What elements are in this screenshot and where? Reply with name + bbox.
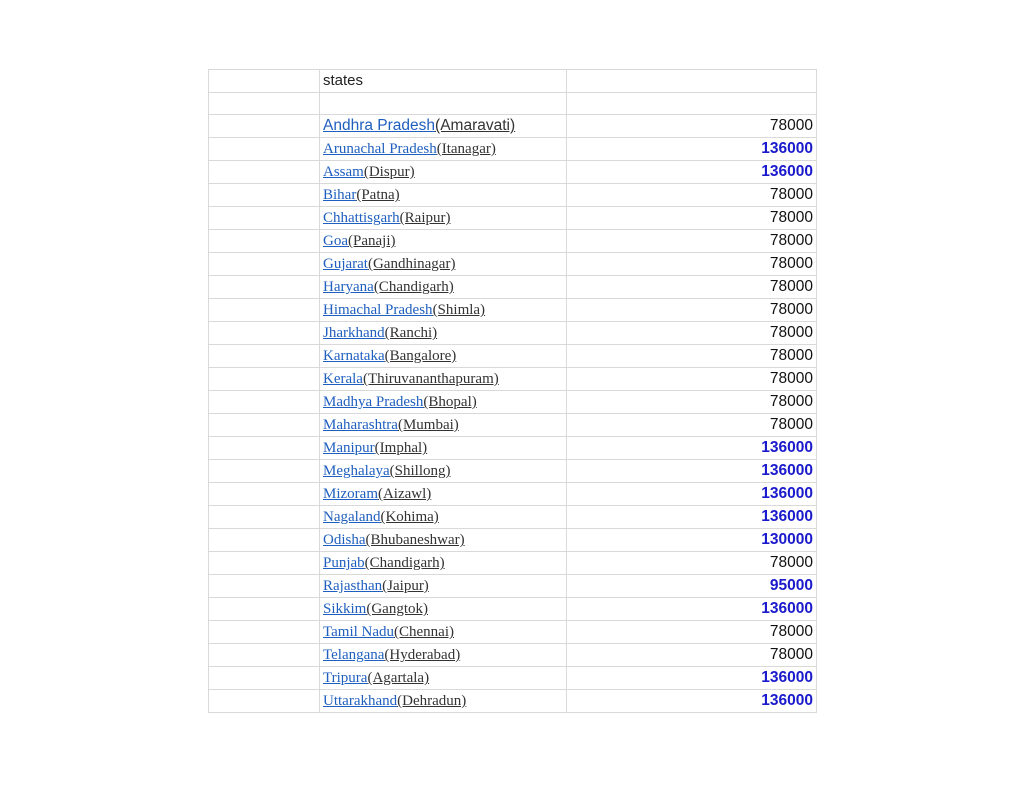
header-title: states [320,70,567,93]
empty-cell [209,667,320,690]
capital-text: (Gangtok) [366,601,429,618]
state-name-cell [320,115,567,138]
state-link[interactable]: Tripura [323,670,368,687]
capital-text: (Dehradun) [397,693,467,710]
state-name-cell [320,368,567,391]
state-name-cell [320,506,567,529]
state-name-cell [320,184,567,207]
empty-cell [209,460,320,483]
empty-cell [209,437,320,460]
empty-cell [209,93,320,115]
state-link[interactable]: Manipur [323,440,375,457]
capital-text: (Jaipur) [382,578,429,595]
capital-text: (Raipur) [399,210,451,227]
capital-text: (Dispur) [363,164,415,181]
value-cell: 130000 [567,529,817,552]
table-row [209,483,817,506]
empty-cell [209,184,320,207]
value-cell: 136000 [567,437,817,460]
state-name-cell [320,598,567,621]
value-cell: 78000 [567,345,817,368]
capital-text: (Bhopal) [423,394,477,411]
empty-cell [209,506,320,529]
empty-cell [209,644,320,667]
state-name-cell [320,161,567,184]
capital-text: (Imphal) [374,440,428,457]
value-cell: 78000 [567,621,817,644]
capital-text: (Chandigarh) [364,555,445,572]
state-link[interactable]: Telangana [323,647,385,664]
state-link[interactable]: Rajasthan [323,578,383,595]
empty-cell [209,414,320,437]
state-name-cell [320,437,567,460]
table-body [209,70,817,713]
state-name-cell [320,621,567,644]
empty-cell [209,322,320,345]
state-link[interactable]: Nagaland [323,509,381,526]
table-row [209,621,817,644]
state-link[interactable]: Tamil Nadu [323,624,395,641]
capital-text: (Aizawl) [377,486,432,503]
capital-text: (Gandhinagar) [367,256,456,273]
state-link[interactable]: Maharashtra [323,417,398,434]
value-cell: 95000 [567,575,817,598]
empty-cell [209,690,320,713]
state-name-cell [320,483,567,506]
value-cell: 136000 [567,598,817,621]
capital-text: (Mumbai) [397,417,459,434]
capital-text: (Bangalore) [384,348,457,365]
table-row [209,391,817,414]
empty-cell [209,345,320,368]
state-link[interactable]: Assam [323,164,364,181]
state-link[interactable]: Odisha [323,532,366,549]
table-row [209,575,817,598]
state-link[interactable]: Jharkhand [323,325,385,342]
empty-cell [209,368,320,391]
empty-cell [209,276,320,299]
empty-cell [209,575,320,598]
table-row [209,184,817,207]
state-name-cell [320,529,567,552]
capital-text: (Bhubaneshwar) [365,532,465,549]
capital-text: (Chandigarh) [373,279,454,296]
capital-text: (Kohima) [380,509,439,526]
table-row [209,414,817,437]
state-link[interactable]: Bihar [323,187,357,204]
empty-cell [209,138,320,161]
state-name-cell [320,575,567,598]
table-row [209,460,817,483]
empty-cell [209,207,320,230]
empty-cell [567,70,817,93]
table-row [209,138,817,161]
value-cell: 78000 [567,322,817,345]
table-row [209,115,817,138]
table-row [209,345,817,368]
capital-text: (Patna) [356,187,400,204]
table-row [209,299,817,322]
state-name-cell [320,552,567,575]
header-row [209,70,817,93]
capital-text: (Thiruvananthapuram) [362,371,499,388]
value-cell: 78000 [567,230,817,253]
value-cell: 78000 [567,207,817,230]
value-cell: 78000 [567,644,817,667]
state-link[interactable]: Goa [323,233,348,250]
value-cell: 78000 [567,115,817,138]
state-name-cell [320,276,567,299]
state-name-cell [320,299,567,322]
state-link[interactable]: Chhattisgarh [323,210,400,227]
value-cell: 136000 [567,460,817,483]
empty-cell [320,93,567,115]
table-row [209,644,817,667]
table-row [209,276,817,299]
state-link[interactable]: Arunachal Pradesh [323,141,437,158]
state-name-cell [320,690,567,713]
value-cell: 136000 [567,483,817,506]
state-link[interactable]: Punjab [323,555,365,572]
value-cell: 136000 [567,506,817,529]
value-cell: 78000 [567,391,817,414]
value-cell: 136000 [567,138,817,161]
empty-cell [209,253,320,276]
capital-text: (Chennai) [394,624,454,641]
state-link[interactable]: Kerala [323,371,363,388]
value-cell: 78000 [567,299,817,322]
table-row [209,253,817,276]
table-row [209,598,817,621]
state-link[interactable]: Gujarat [323,256,368,273]
state-link[interactable]: Meghalaya [323,463,390,480]
table-row [209,207,817,230]
table-row [209,667,817,690]
states-table [208,69,817,713]
empty-cell [209,299,320,322]
capital-text: (Agartala) [367,670,430,687]
capital-text: (Hyderabad) [384,647,461,664]
table-row [209,690,817,713]
value-cell: 78000 [567,184,817,207]
state-link[interactable]: Uttarakhand [323,693,398,710]
blank-row [209,93,817,115]
state-name-cell [320,667,567,690]
empty-cell [209,552,320,575]
capital-text: (Ranchi) [384,325,438,342]
table-row [209,230,817,253]
empty-cell [209,161,320,184]
state-name-cell [320,230,567,253]
table-row [209,322,817,345]
table-row [209,437,817,460]
table-row [209,368,817,391]
empty-cell [209,230,320,253]
table-row [209,552,817,575]
value-cell: 78000 [567,552,817,575]
value-cell: 78000 [567,414,817,437]
table-row [209,161,817,184]
capital-text: (Shillong) [389,463,451,480]
state-name-cell [320,391,567,414]
value-cell: 136000 [567,667,817,690]
state-link[interactable]: Haryana [323,279,374,296]
empty-cell [209,70,320,93]
state-link[interactable]: Mizoram [323,486,378,503]
state-name-cell [320,345,567,368]
state-link[interactable]: Andhra Pradesh [323,117,436,135]
capital-text: (Itanagar) [436,141,496,158]
capital-text: (Shimla) [432,302,486,319]
state-link[interactable]: Himachal Pradesh [323,302,433,319]
empty-cell [209,115,320,138]
state-name-cell [320,207,567,230]
capital-text: (Amaravati) [435,117,516,135]
value-cell: 78000 [567,253,817,276]
empty-cell [209,529,320,552]
state-name-cell [320,138,567,161]
capital-text: (Panaji) [348,233,396,250]
empty-cell [567,93,817,115]
state-name-cell [320,644,567,667]
value-cell: 136000 [567,690,817,713]
value-cell: 78000 [567,276,817,299]
state-link[interactable]: Madhya Pradesh [323,394,424,411]
empty-cell [209,598,320,621]
empty-cell [209,621,320,644]
state-link[interactable]: Sikkim [323,601,367,618]
empty-cell [209,483,320,506]
state-link[interactable]: Karnataka [323,348,385,365]
empty-cell [209,391,320,414]
value-cell: 136000 [567,161,817,184]
state-name-cell [320,460,567,483]
state-name-cell [320,322,567,345]
value-cell: 78000 [567,368,817,391]
table-row [209,506,817,529]
table-row [209,529,817,552]
state-name-cell [320,414,567,437]
state-name-cell [320,253,567,276]
